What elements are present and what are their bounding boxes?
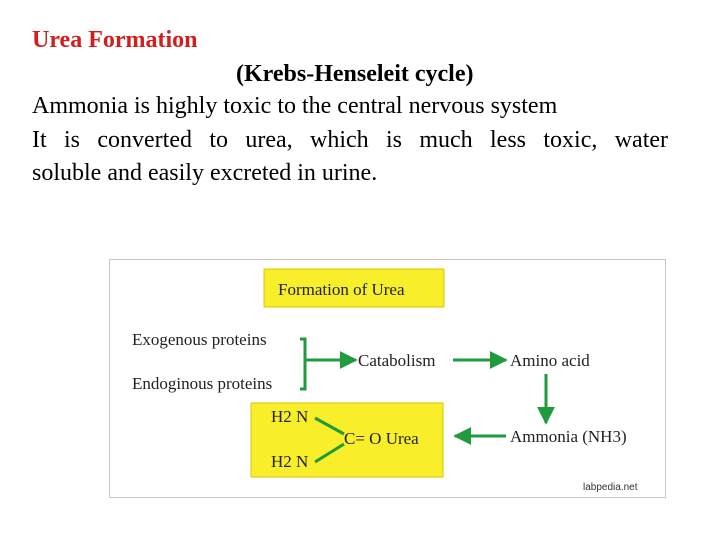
amino-acid-label: Amino acid	[510, 351, 590, 370]
ammonia-label: Ammonia (NH3)	[510, 427, 627, 446]
catabolism-label: Catabolism	[358, 351, 436, 370]
diagram-svg	[110, 260, 665, 497]
body-line-1: Ammonia is highly toxic to the central nervous system	[32, 93, 558, 119]
slide-subtitle: (Krebs-Henseleit cycle)	[236, 61, 474, 87]
exogenous-proteins-label: Exogenous proteins	[132, 330, 267, 349]
endogenous-proteins-label: Endoginous proteins	[132, 374, 273, 393]
slide-title: Urea Formation	[32, 27, 198, 53]
credit-label: labpedia.net	[583, 482, 638, 493]
body-line-3: soluble and easily excreted in urine.	[32, 160, 378, 186]
diagram-heading: Formation of Urea	[278, 280, 405, 299]
urea-label: C= O Urea	[344, 429, 419, 448]
protein-bracket	[300, 339, 305, 389]
body-line-2: It is converted to urea, which is much less toxic, water	[32, 127, 668, 153]
h2n-top-label: H2 N	[271, 407, 309, 426]
h2n-bottom-label: H2 N	[271, 452, 309, 471]
urea-formation-diagram	[109, 259, 666, 498]
